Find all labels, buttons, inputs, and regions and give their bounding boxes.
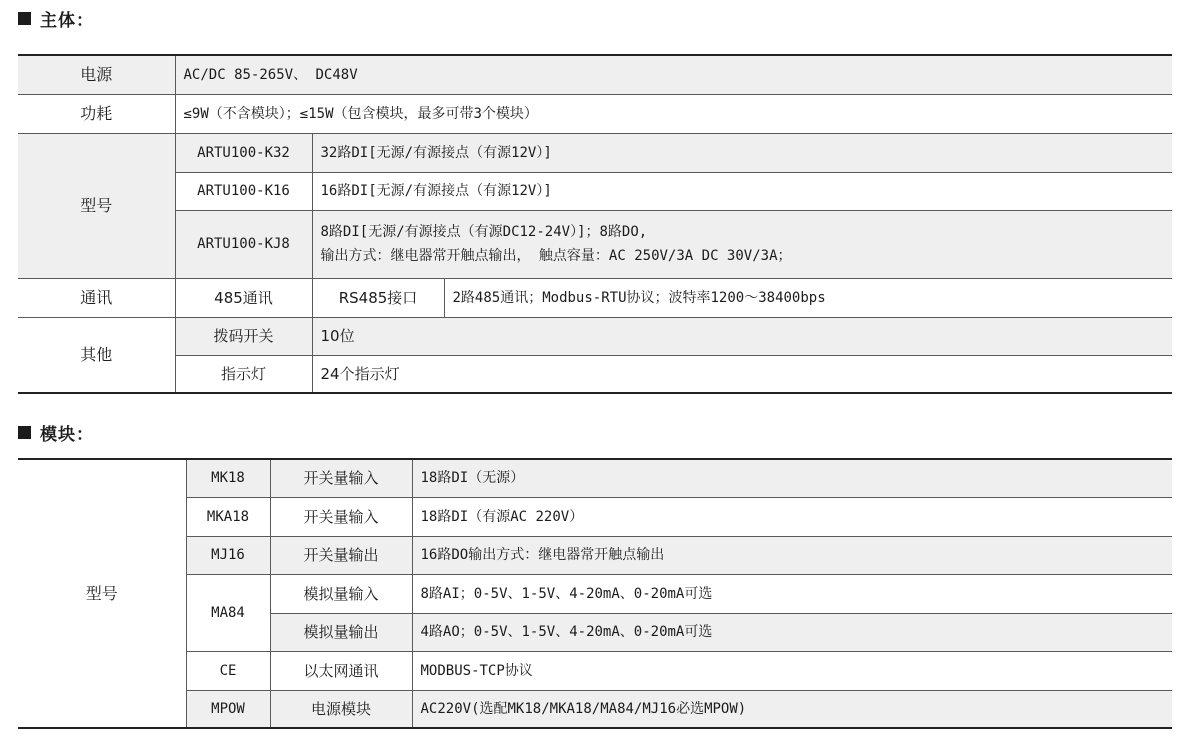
module-desc: 18路DI（无源） [412, 459, 1172, 497]
section-title: 主体： [40, 11, 94, 31]
other-label: 其他 [18, 317, 175, 393]
table-row [18, 651, 1172, 690]
module-code: MJ16 [186, 536, 270, 574]
module-code: CE [186, 651, 270, 690]
table-row [18, 574, 1172, 613]
module-code: MA84 [186, 574, 270, 651]
consumption-value: ≤9W（不含模块）；≤15W（包含模块，最多可带3个模块） [175, 94, 1172, 133]
square-bullet-icon [18, 426, 31, 439]
module-model-label: 型号 [18, 459, 186, 728]
table-row [18, 94, 1172, 133]
square-bullet-icon [18, 12, 31, 25]
table-row [18, 172, 1172, 210]
module-desc: 4路AO；0-5V、1-5V、4-20mA、0-20mA可选 [412, 613, 1172, 651]
module-function: 模拟量输入 [270, 574, 412, 613]
model-desc [312, 210, 1172, 278]
table-row [18, 459, 1172, 497]
module-table [18, 458, 1172, 729]
module-desc: 18路DI（有源AC 220V） [412, 497, 1172, 536]
table-row [18, 690, 1172, 728]
table-row [18, 133, 1172, 172]
module-code: MKA18 [186, 497, 270, 536]
table-row [18, 355, 1172, 393]
module-function: 开关量输入 [270, 459, 412, 497]
section-title: 模块： [40, 425, 94, 445]
module-function: 开关量输入 [270, 497, 412, 536]
power-value: AC/DC 85-265V、 DC48V [175, 55, 1172, 94]
model-name: ARTU100-KJ8 [175, 210, 312, 278]
consumption-label: 功耗 [18, 94, 175, 133]
table-row [18, 210, 1172, 278]
table-row [18, 536, 1172, 574]
table-row [18, 497, 1172, 536]
section-heading-modules [18, 420, 94, 445]
section-heading-main [18, 6, 94, 31]
model-label: 型号 [18, 133, 175, 278]
comm-type: 485通讯 [175, 278, 312, 317]
comm-label: 通讯 [18, 278, 175, 317]
model-desc: 32路DI[无源/有源接点（有源12V）] [312, 133, 1172, 172]
module-desc: 8路AI；0-5V、1-5V、4-20mA、0-20mA可选 [412, 574, 1172, 613]
module-desc: AC220V(选配MK18/MKA18/MA84/MJ16必选MPOW) [412, 690, 1172, 728]
other-value: 10位 [312, 317, 1172, 355]
model-name: ARTU100-K16 [175, 172, 312, 210]
module-function: 模拟量输出 [270, 613, 412, 651]
model-name: ARTU100-K32 [175, 133, 312, 172]
module-desc: MODBUS-TCP协议 [412, 651, 1172, 690]
module-code: MPOW [186, 690, 270, 728]
model-desc-line: 8路DI[无源/有源接点（有源DC12-24V）]；8路DO, [320, 224, 648, 240]
model-desc: 16路DI[无源/有源接点（有源12V）] [312, 172, 1172, 210]
table-row [18, 317, 1172, 355]
comm-interface: RS485接口 [312, 278, 444, 317]
model-desc-line: 输出方式：继电器常开触点输出， 触点容量：AC 250V/3A DC 30V/3A； [320, 248, 792, 264]
table-row [18, 278, 1172, 317]
comm-desc: 2路485通讯；Modbus-RTU协议；波特率1200～38400bps [444, 278, 1172, 317]
module-desc: 16路DO输出方式：继电器常开触点输出 [412, 536, 1172, 574]
other-value: 24个指示灯 [312, 355, 1172, 393]
main-spec-table [18, 54, 1172, 394]
module-code: MK18 [186, 459, 270, 497]
other-name: 拨码开关 [175, 317, 312, 355]
other-name: 指示灯 [175, 355, 312, 393]
module-function: 以太网通讯 [270, 651, 412, 690]
module-function: 电源模块 [270, 690, 412, 728]
table-row [18, 55, 1172, 94]
module-function: 开关量输出 [270, 536, 412, 574]
power-label: 电源 [18, 55, 175, 94]
